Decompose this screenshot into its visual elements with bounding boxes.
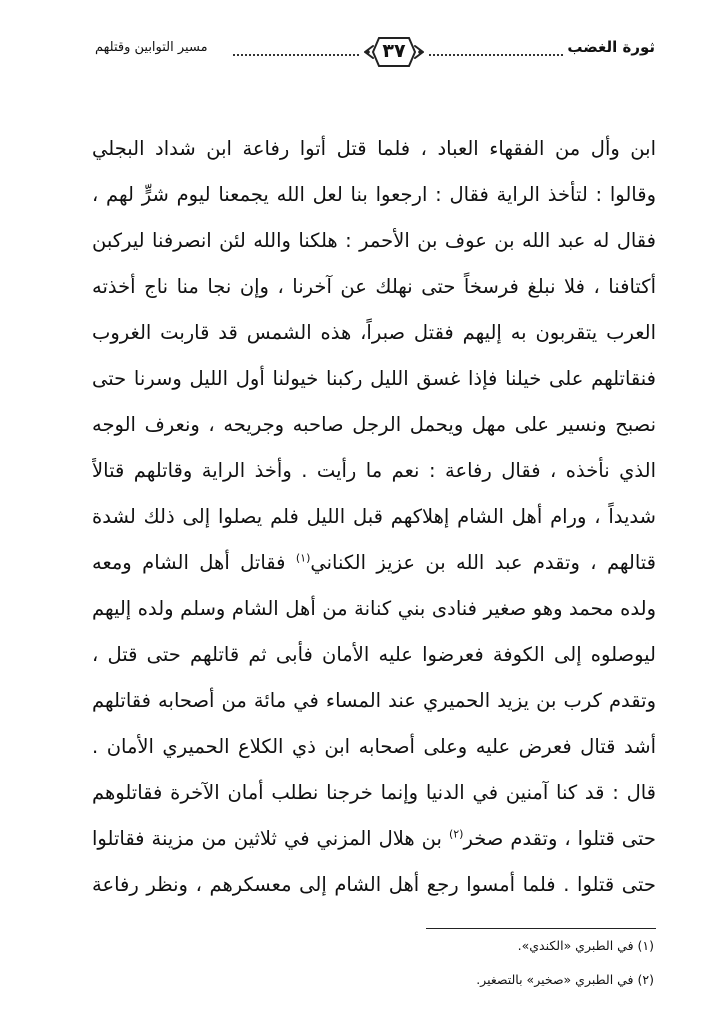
page-number: ٣٧ [382, 40, 406, 62]
body-text [92, 126, 656, 908]
text-line: أشد قتال فعرض عليه وعلى أصحابه ابن ذي الكلاع الحميري الأمان . [92, 735, 656, 758]
text-line: قال : قد كنا آمنين في الدنيا وإنما خرجنا نطلب أمان الآخرة فقاتلوهم [92, 781, 656, 804]
text-line: وتقدم كرب بن يزيد الحميري عند المساء في مائة من أصحابه فقاتلهم [92, 689, 656, 712]
text-line: أكتافنا ، فلا نبلغ فرسخاً حتى نهلك عن آخرنا ، وإن نجا منا ناج أخذته [92, 275, 656, 298]
footnote: (٢) في الطبري «صخير» بالتصغير. [476, 972, 654, 987]
text-segment: حتى قتلوا ، وتقدم صخر [463, 827, 656, 850]
text-line: الذي نأخذه ، فقال رفاعة : نعم ما رأيت . وأخذ الراية وقاتلهم قتالاً [92, 459, 656, 482]
text-line: حتى قتلوا . فلما أمسوا رجع أهل الشام إلى معسكرهم ، ونظر رفاعة [92, 873, 656, 896]
page-number-ornament [363, 32, 425, 72]
text-line: ولده محمد وهو صغير فنادى بني كنانة من أهل الشام وسلم ولده إليهم [92, 597, 656, 620]
text-line: فنقاتلهم على خيلنا فإذا غسق الليل ركبنا خيولنا أول الليل وسرنا حتى [92, 367, 656, 390]
running-header [95, 30, 655, 74]
footnote-separator [426, 928, 656, 929]
header-dotted-leader-left [233, 54, 359, 56]
text-line [92, 816, 656, 862]
text-line: شديداً ، ورام أهل الشام إهلاكهم قبل الليل فلم يصلوا إلى ذلك لشدة [92, 505, 656, 528]
chapter-title: مسير التوابين وقتلهم [95, 40, 208, 55]
text-line: نصبح ونسير على مهل ويحمل الرجل صاحبه وجريحه ، ونعرف الوجه [92, 413, 656, 436]
footnote: (١) في الطبري «الكندي». [517, 938, 654, 953]
text-segment: قتالهم ، وتقدم عبد الله بن عزيز الكناني [310, 551, 656, 574]
text-segment: فقاتل أهل الشام ومعه [92, 551, 296, 574]
text-line [92, 540, 656, 586]
header-dotted-leader-right [429, 54, 563, 56]
footnote-reference[interactable]: (٢) [448, 827, 464, 841]
text-segment: بن هلال المزني في ثلاثين من مزينة فقاتلوا [92, 827, 449, 850]
footnote-reference[interactable]: (١) [295, 551, 311, 565]
text-line: وقالوا : لتأخذ الراية فقال : ارجعوا بنا لعل الله يجمعنا ليوم شرٍّ لهم ، [92, 183, 656, 206]
text-line: ابن وأل من الفقهاء العباد ، فلما قتل أتوا رفاعة ابن شداد البجلي [92, 137, 656, 160]
text-line: العرب يتقربون به إليهم فقتل صبراً، هذه الشمس قد قاربت الغروب [92, 321, 656, 344]
text-line: ليوصلوه إلى الكوفة فعرضوا عليه الأمان فأبى ثم قاتلهم حتى قتل ، [92, 643, 656, 666]
book-title: ثورة الغضب [567, 38, 655, 56]
text-line: فقال له عبد الله بن عوف بن الأحمر : هلكنا والله لئن انصرفنا ليركبن [92, 229, 656, 252]
